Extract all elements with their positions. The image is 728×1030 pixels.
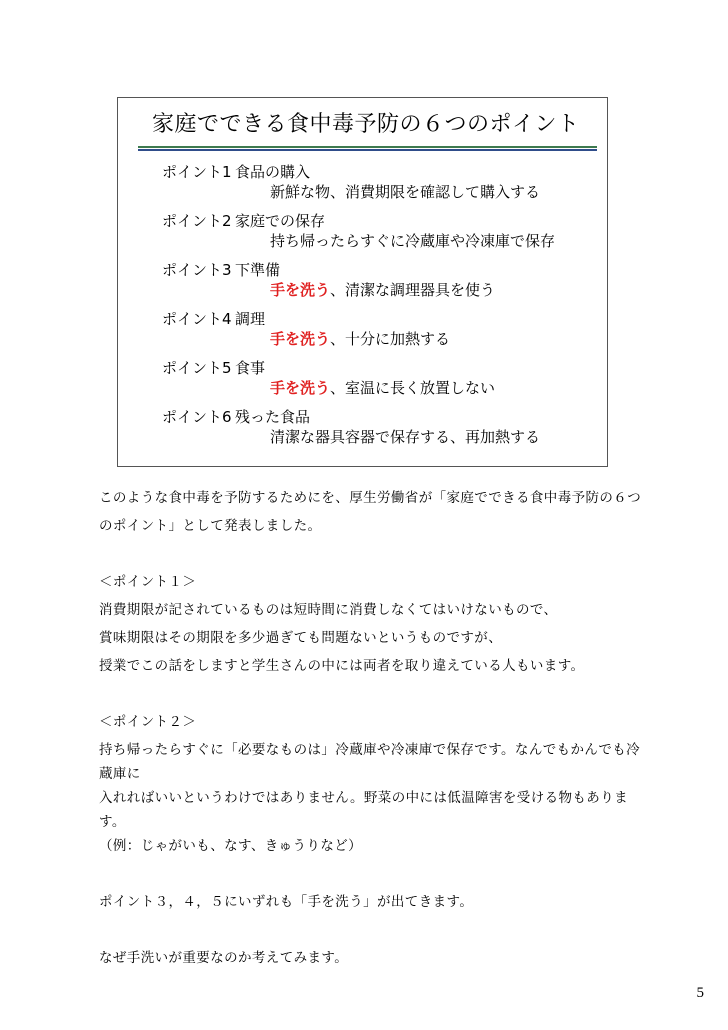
text-line: 入れればいいというわけではありません。野菜の中には低温障害を受ける物もありま — [99, 790, 629, 806]
point-description: 新鮮な物、消費期限を確認して購入する — [270, 183, 541, 201]
point-highlight: 手を洗う — [270, 330, 331, 348]
blank-line — [99, 540, 639, 568]
point-number: ポイント1 — [162, 163, 232, 181]
point-item-6 — [162, 407, 602, 456]
title-underline-blue — [138, 149, 597, 151]
point-item-2 — [162, 211, 602, 260]
point1-paragraph — [99, 568, 639, 680]
point-number: ポイント6 — [162, 408, 232, 426]
point-name: 調理 — [235, 310, 266, 328]
slide-box — [117, 97, 608, 467]
point-description: 持ち帰ったらすぐに冷蔵庫や冷凍庫で保存 — [270, 232, 556, 250]
point-description: 清潔な器具容器で保存する、再加熱する — [270, 428, 541, 446]
text-line: 授業でこの話をしますと学生さんの中には両者を取り違えている人もいます。 — [99, 658, 585, 674]
closing-paragraph: なぜ手洗いが重要なのか考えてみます。 — [99, 950, 349, 966]
text-line: 蔵庫に — [99, 766, 141, 782]
point345-paragraph: ポイント３，４，５にいずれも「手を洗う」が出てきます。 — [99, 894, 474, 910]
text-line: のポイント」として発表しました。 — [99, 518, 322, 534]
section-heading: ＜ポイント１＞ — [99, 574, 197, 590]
blank-line — [99, 860, 639, 888]
section-heading: ＜ポイント２＞ — [99, 714, 197, 730]
body-text — [99, 484, 642, 972]
text-line: す。 — [99, 814, 126, 830]
point-name: 家庭での保存 — [235, 212, 326, 230]
point2-paragraph — [99, 708, 639, 860]
point-description: 、室温に長く放置しない — [330, 379, 496, 397]
point-number: ポイント2 — [162, 212, 232, 230]
point-item-4 — [162, 309, 602, 358]
point-name: 残った食品 — [235, 408, 311, 426]
point-number: ポイント5 — [162, 359, 232, 377]
point-description: 、清潔な調理器具を使う — [330, 281, 496, 299]
point-number: ポイント3 — [162, 261, 232, 279]
point-description: 、十分に加熱する — [330, 330, 451, 348]
point-highlight: 手を洗う — [270, 281, 331, 299]
title-underline-green — [138, 146, 597, 148]
points-list — [162, 162, 602, 456]
text-line: 消費期限が記されているものは短時間に消費しなくてはいけないもので、 — [99, 602, 558, 618]
text-line: （例：じゃがいも、なす、きゅうりなど） — [99, 838, 363, 854]
intro-paragraph — [99, 484, 642, 540]
point-name: 食品の購入 — [235, 163, 311, 181]
slide-title: 家庭でできる食中毒予防の６つのポイント — [152, 112, 580, 137]
point-name: 下準備 — [235, 261, 281, 279]
page-number: 5 — [696, 985, 704, 1001]
text-line: このような食中毒を予防するためにを、厚生労働省が「家庭でできる食中毒予防の６つ — [99, 490, 642, 506]
blank-line — [99, 680, 639, 708]
blank-line — [99, 916, 639, 944]
point-highlight: 手を洗う — [270, 379, 331, 397]
point-number: ポイント4 — [162, 310, 232, 328]
point-item-5 — [162, 358, 602, 407]
point-item-3 — [162, 260, 602, 309]
point-item-1 — [162, 162, 602, 211]
text-line: 賞味期限はその期限を多少過ぎても問題ないというものですが、 — [99, 630, 503, 646]
text-line: 持ち帰ったらすぐに「必要なものは」冷蔵庫や冷凍庫で保存です。なんでもかんでも冷 — [99, 742, 641, 758]
point-name: 食事 — [235, 359, 266, 377]
